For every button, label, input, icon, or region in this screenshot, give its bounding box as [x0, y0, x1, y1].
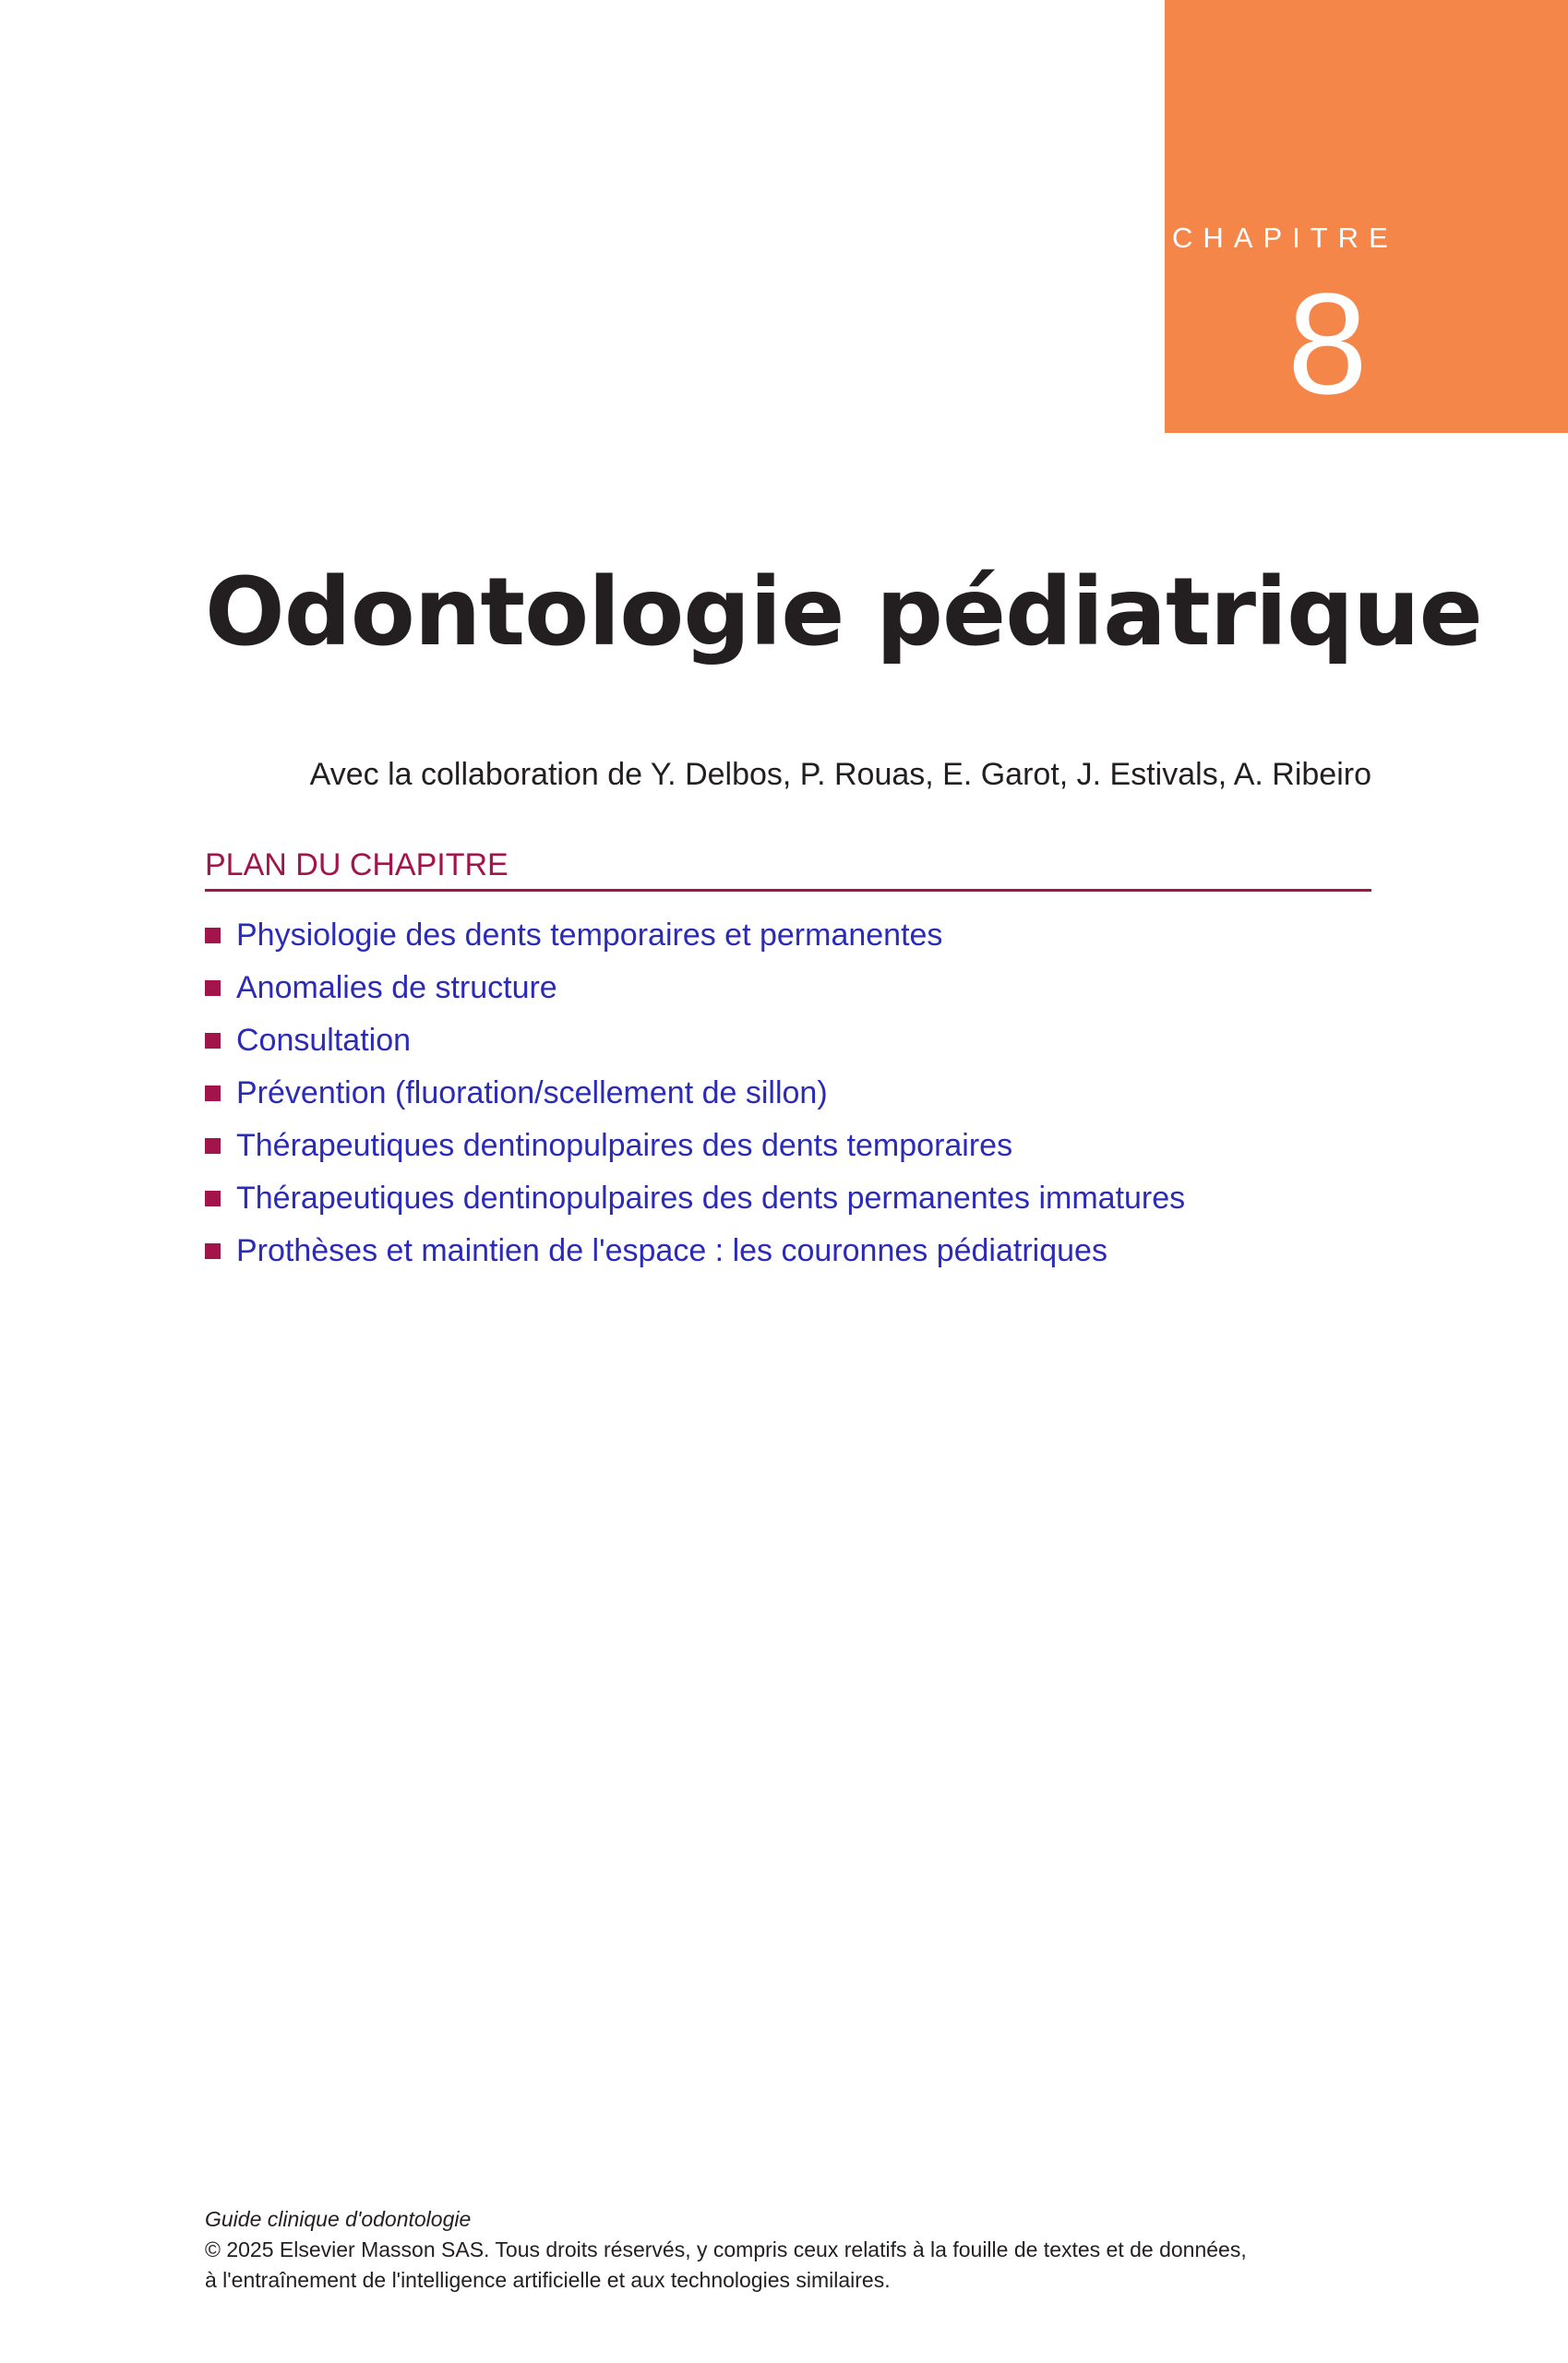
square-bullet-icon: [205, 1086, 221, 1101]
plan-item-physiologie[interactable]: [205, 909, 1185, 962]
footer-copyright-line-2: à l'entraînement de l'intelligence artificielle et aux technologies similaires.: [205, 2268, 891, 2292]
chapter-label: CHAPITRE: [1172, 222, 1398, 254]
plan-divider: [205, 889, 1371, 892]
plan-item-label[interactable]: Thérapeutiques dentinopulpaires des dents temporaires: [236, 1128, 1013, 1163]
square-bullet-icon: [205, 1033, 221, 1049]
plan-item-label[interactable]: Prothèses et maintien de l'espace : les couronnes pédiatriques: [236, 1233, 1107, 1268]
square-bullet-icon: [205, 928, 221, 943]
footer-book-title: Guide clinique d'odontologie: [205, 2207, 472, 2231]
plan-item-therapeutiques-permanentes[interactable]: [205, 1172, 1185, 1225]
plan-heading: PLAN DU CHAPITRE: [205, 847, 509, 882]
plan-list: [205, 909, 1185, 1277]
plan-item-anomalies[interactable]: [205, 962, 1185, 1014]
contributors-line: Avec la collaboration de Y. Delbos, P. Rouas, E. Garot, J. Estivals, A. Ribeiro: [309, 757, 1371, 792]
page-title: Odontologie pédiatrique: [205, 558, 1482, 668]
square-bullet-icon: [205, 1243, 221, 1259]
plan-item-label[interactable]: Prévention (fluoration/scellement de sillon): [236, 1075, 828, 1110]
page-footer: [205, 2204, 1247, 2296]
plan-item-label[interactable]: Thérapeutiques dentinopulpaires des dents permanentes immatures: [236, 1181, 1186, 1216]
square-bullet-icon: [205, 1191, 221, 1206]
plan-item-prevention[interactable]: [205, 1067, 1185, 1120]
plan-item-therapeutiques-temporaires[interactable]: [205, 1120, 1185, 1172]
plan-item-consultation[interactable]: [205, 1014, 1185, 1067]
square-bullet-icon: [205, 980, 221, 996]
footer-copyright-line-1: © 2025 Elsevier Masson SAS. Tous droits réservés, y compris ceux relatifs à la fouille de textes et de données,: [205, 2237, 1247, 2261]
plan-item-protheses[interactable]: [205, 1225, 1185, 1277]
chapter-number: 8: [1287, 264, 1368, 425]
plan-item-label[interactable]: Physiologie des dents temporaires et permanentes: [236, 918, 943, 953]
square-bullet-icon: [205, 1138, 221, 1154]
plan-item-label[interactable]: Consultation: [236, 1023, 412, 1058]
plan-item-label[interactable]: Anomalies de structure: [236, 970, 557, 1005]
